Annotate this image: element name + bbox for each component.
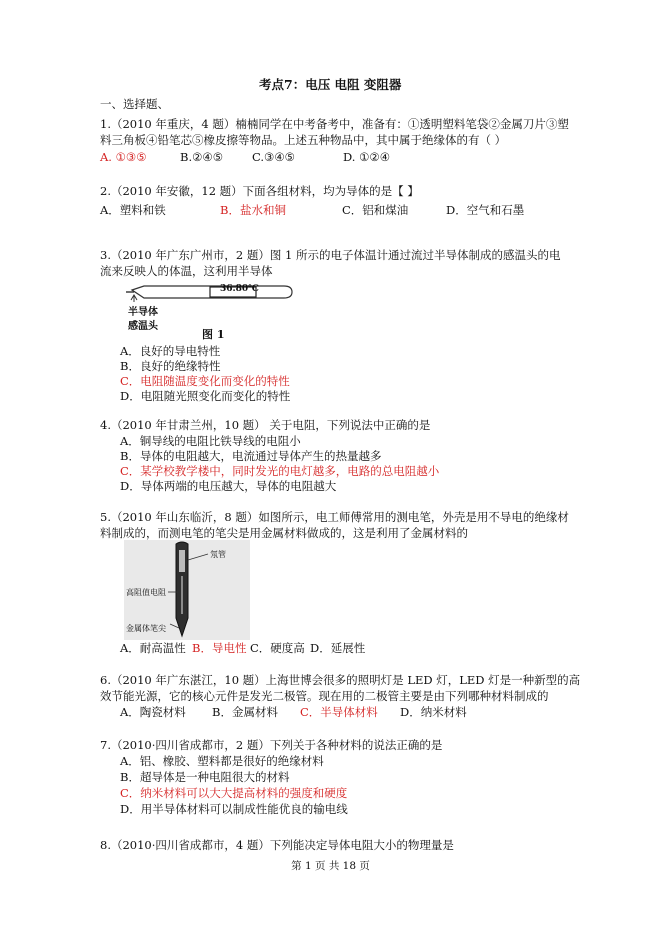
section-heading: 一、选择题、 bbox=[100, 97, 169, 111]
q4-option-b: B．导体的电阻越大，电流通过导体产生的热量越多 bbox=[120, 449, 382, 463]
pen-label-resistor: 高阻值电阻 bbox=[126, 588, 166, 597]
q6-option-d: D．纳米材料 bbox=[400, 705, 467, 719]
q5-line2: 料制成的，而测电笔的笔尖是用金属材料做成的，这是利用了金属材料的 bbox=[100, 526, 468, 540]
thermometer-display: 36.80℃ bbox=[220, 284, 259, 294]
q3-line2: 流来反映人的体温，这利用半导体 bbox=[100, 264, 273, 278]
thermometer-figure bbox=[124, 278, 324, 346]
pen-label-tip: 金属体笔尖 bbox=[126, 624, 166, 633]
q7-line1: 7.（2010·四川省成都市，2 题）下列关于各种材料的说法正确的是 bbox=[100, 738, 443, 752]
q1-line1: 1.（2010 年重庆，4 题）楠楠同学在中考备考中，准备有：①透明塑料笔袋②金属刀片③塑 bbox=[100, 117, 569, 131]
q3-option-b: B．良好的绝缘特性 bbox=[120, 359, 221, 373]
q1-option-d: D. ①②④ bbox=[343, 150, 391, 164]
q2-option-d: D．空气和石墨 bbox=[446, 203, 525, 217]
q3-line1: 3.（2010 年广东广州市，2 题）图 1 所示的电子体温计通过流过半导体制成的感温头的电 bbox=[100, 248, 561, 262]
q5-line1: 5.（2010 年山东临沂，8 题）如图所示，电工师傅常用的测电笔，外壳是用不导电的绝缘材 bbox=[100, 510, 569, 524]
q8-line1: 8.（2010·四川省成都市，4 题）下列能决定导体电阻大小的物理量是 bbox=[100, 838, 454, 852]
q2-line1: 2.（2010 年安徽，12 题）下面各组材料，均为导体的是【 】 bbox=[100, 184, 419, 198]
q6-option-b: B．金属材料 bbox=[212, 705, 278, 719]
q7-option-b: B．超导体是一种电阻很大的材料 bbox=[120, 770, 290, 784]
q4-option-a: A．铜导线的电阻比铁导线的电阻小 bbox=[120, 434, 301, 448]
q3-option-c: C．电阻随温度变化而变化的特性 bbox=[120, 374, 290, 388]
q2-option-c: C．铝和煤油 bbox=[342, 203, 409, 217]
q5-option-b: B．导电性 bbox=[192, 641, 247, 655]
q2-option-a: A．塑料和铁 bbox=[100, 203, 166, 217]
q5-option-a: A．耐高温性 bbox=[120, 641, 186, 655]
q7-option-a: A．铝、橡胶、塑料都是很好的绝缘材料 bbox=[120, 754, 324, 768]
pen-label-neon: 氖管 bbox=[210, 550, 226, 559]
q6-line2: 效节能光源，它的核心元件是发光二极管。现在用的二极管主要是由下列哪种材料制成的 bbox=[100, 689, 549, 703]
q3-option-d: D．电阻随光照变化而变化的特性 bbox=[120, 389, 291, 403]
q6-option-c: C．半导体材料 bbox=[300, 705, 378, 719]
thermometer-label-2: 感温头 bbox=[128, 321, 158, 332]
q6-line1: 6.（2010 年广东湛江，10 题）上海世博会很多的照明灯是 LED 灯，LED 灯是一种新型的高 bbox=[100, 673, 581, 687]
q4-option-d: D．导体两端的电压越大，导体的电阻越大 bbox=[120, 479, 337, 493]
q7-option-c: C．纳米材料可以大大提高材料的强度和硬度 bbox=[120, 786, 348, 800]
page-title: 考点7：电压 电阻 变阻器 bbox=[259, 77, 402, 92]
test-pen-figure bbox=[124, 540, 250, 640]
q6-option-a: A．陶瓷材料 bbox=[120, 705, 186, 719]
q1-option-b: B.②④⑤ bbox=[180, 150, 224, 164]
q4-option-c: C．某学校教学楼中，同时发光的电灯越多，电路的总电阻越小 bbox=[120, 464, 440, 478]
figure-caption: 图 1 bbox=[202, 328, 225, 341]
q3-option-a: A．良好的导电特性 bbox=[120, 344, 221, 358]
q1-line2: 料三角板④铅笔芯⑤橡皮擦等物品。上述五种物品中，其中属于绝缘体的有（ ） bbox=[100, 133, 507, 147]
q4-line1: 4.（2010 年甘肃兰州，10 题） 关于电阻，下列说法中正确的是 bbox=[100, 418, 431, 432]
q5-option-d: D．延展性 bbox=[310, 641, 366, 655]
q7-option-d: D．用半导体材料可以制成性能优良的输电线 bbox=[120, 802, 348, 816]
page-footer: 第 1 页 共 18 页 bbox=[291, 860, 370, 872]
q2-option-b: B．盐水和铜 bbox=[220, 203, 286, 217]
q1-option-a: A. ①③⑤ bbox=[100, 150, 147, 164]
q5-option-c: C．硬度高 bbox=[250, 641, 305, 655]
thermometer-label-1: 半导体 bbox=[128, 307, 158, 318]
q1-option-c: C.③④⑤ bbox=[252, 150, 295, 164]
